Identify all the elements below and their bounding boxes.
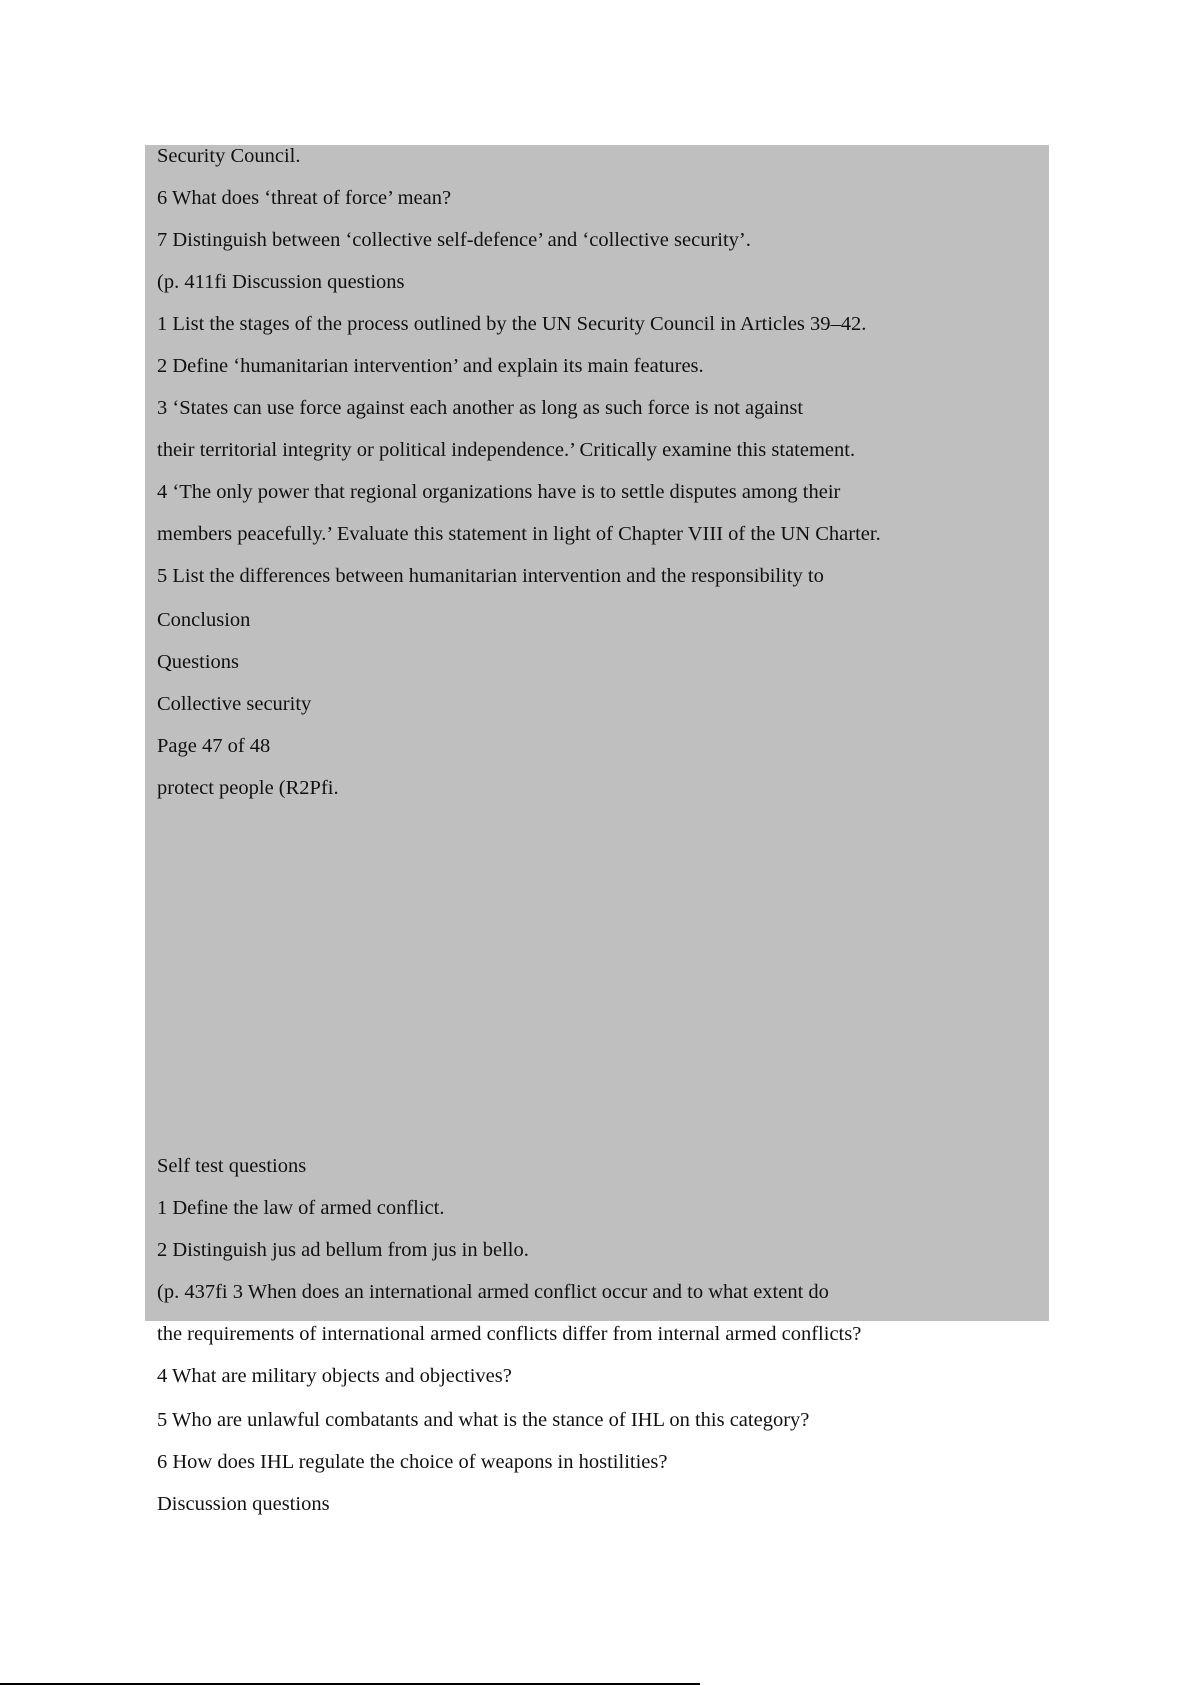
text-line: (p. 437fi 3 When does an international armed conflict occur and to what extent do bbox=[157, 1281, 829, 1303]
section-heading: Questions bbox=[157, 651, 239, 673]
page-number: Page 47 of 48 bbox=[157, 735, 271, 757]
text-line: 3 ‘States can use force against each another as long as such force is not against bbox=[157, 397, 804, 419]
text-line: 1 Define the law of armed conflict. bbox=[157, 1197, 445, 1219]
running-header: Collective security bbox=[157, 693, 312, 715]
text-line: 6 What does ‘threat of force’ mean? bbox=[157, 187, 452, 209]
text-line: 2 Distinguish jus ad bellum from jus in bello. bbox=[157, 1239, 529, 1261]
text-line: (p. 411fi Discussion questions bbox=[157, 271, 405, 293]
text-line: their territorial integrity or political independence.’ Critically examine this statement. bbox=[157, 439, 856, 461]
section-heading: Conclusion bbox=[157, 609, 251, 631]
text-line: 1 List the stages of the process outlined by the UN Security Council in Articles 39–42. bbox=[157, 313, 867, 335]
text-line: members peacefully.’ Evaluate this statement in light of Chapter VIII of the UN Charter. bbox=[157, 523, 881, 545]
section-heading: Discussion questions bbox=[157, 1493, 330, 1515]
text-line: 4 ‘The only power that regional organizations have is to settle disputes among their bbox=[157, 481, 841, 503]
text-line: the requirements of international armed conflicts differ from internal armed conflicts? bbox=[157, 1323, 862, 1345]
text-line: 6 How does IHL regulate the choice of weapons in hostilities? bbox=[157, 1451, 668, 1473]
text-line: 2 Define ‘humanitarian intervention’ and explain its main features. bbox=[157, 355, 704, 377]
text-line: 5 Who are unlawful combatants and what is the stance of IHL on this category? bbox=[157, 1409, 810, 1431]
text-line: 5 List the differences between humanitarian intervention and the responsibility to bbox=[157, 565, 824, 587]
text-line: Security Council. bbox=[157, 145, 301, 167]
section-heading: Self test questions bbox=[157, 1155, 307, 1177]
text-line: protect people (R2Pfi. bbox=[157, 777, 339, 799]
text-line: 4 What are military objects and objectives? bbox=[157, 1365, 512, 1387]
text-line: 7 Distinguish between ‘collective self-defence’ and ‘collective security’. bbox=[157, 229, 751, 251]
